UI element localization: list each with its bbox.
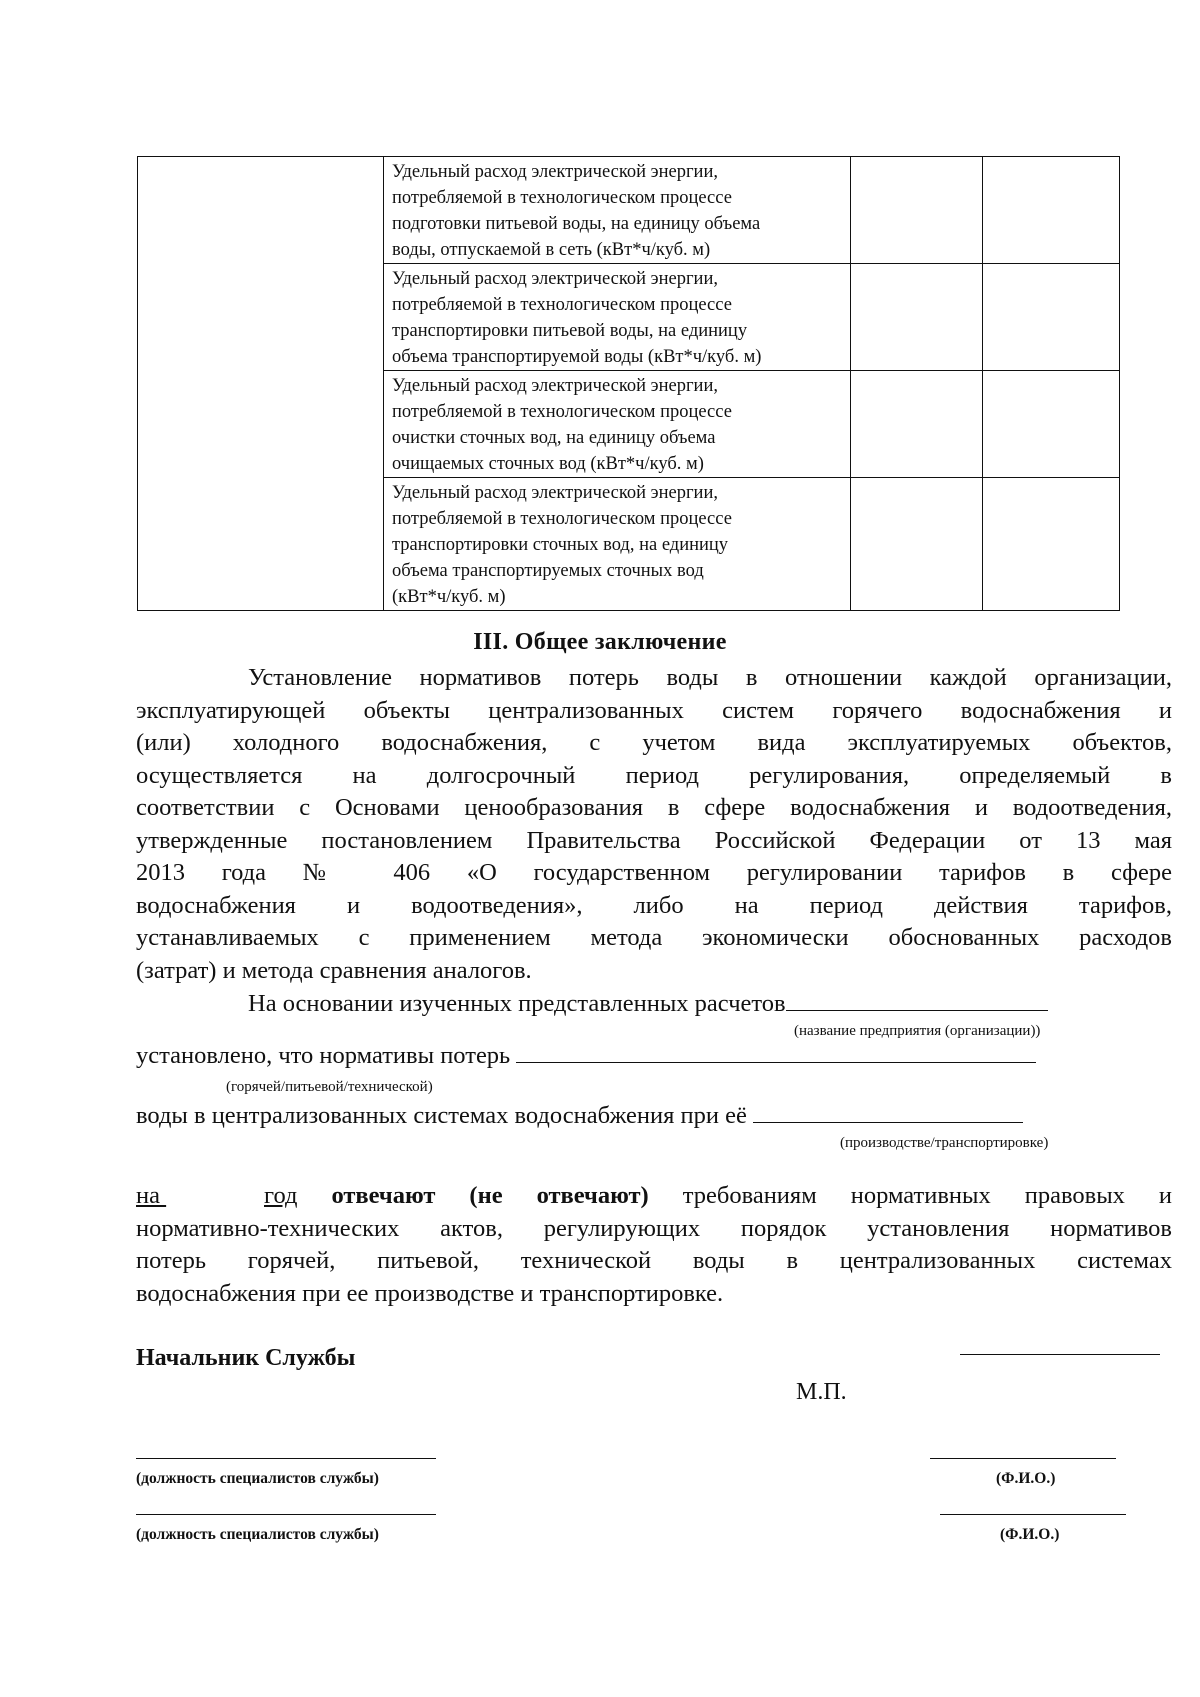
table-cell-empty <box>138 157 384 611</box>
basis-line <box>136 988 1172 1021</box>
seal-mark <box>796 1376 916 1409</box>
table-cell-indicator <box>384 264 851 371</box>
name-caption-2: (Ф.И.О.) <box>1000 1526 1060 1543</box>
table-cell-empty <box>851 157 983 264</box>
cell-line: Удельный расход электрической энергии, <box>392 483 718 503</box>
name-signature-line-2[interactable] <box>940 1514 1126 1515</box>
cell-line: Удельный расход электрической энергии, <box>392 376 718 396</box>
water-type-blank[interactable] <box>516 1042 1036 1063</box>
paragraph-line: устанавливаемых с применением метода экономически обоснованных расходов <box>136 924 1172 951</box>
established-text: установлено, что нормативы потерь <box>136 1042 511 1069</box>
table-cell-indicator <box>384 371 851 478</box>
basis-caption: (название предприятия (организации)) <box>794 1023 1041 1039</box>
chief-label: Начальник Службы <box>136 1345 356 1371</box>
position-signature-line-2[interactable] <box>136 1514 436 1515</box>
paragraph-line: (затрат) и метода сравнения аналогов. <box>136 956 532 984</box>
cell-line: очищаемых сточных вод (кВт*ч/куб. м) <box>392 454 704 474</box>
general-conclusion-paragraph <box>136 662 1172 987</box>
table-cell-indicator <box>384 157 851 264</box>
cell-line: подготовки питьевой воды, на единицу объема <box>392 214 761 234</box>
cell-line: потребляемой в технологическом процессе <box>392 295 732 315</box>
table-row <box>138 157 1120 264</box>
paragraph-line: 2013 года № 406 «О государственном регулировании тарифов в сфере <box>136 859 1172 886</box>
name-caption-1: (Ф.И.О.) <box>996 1470 1056 1487</box>
table-cell-empty <box>983 264 1120 371</box>
chief-title <box>136 1342 1172 1375</box>
cell-line: потребляемой в технологическом процессе <box>392 188 732 208</box>
paragraph-line: водоснабжения и водоотведения», либо на период действия тарифов, <box>136 891 1172 919</box>
table-cell-empty <box>851 371 983 478</box>
paragraph-line: водоснабжения при ее производстве и транспортировке. <box>136 1279 724 1307</box>
water-type-caption: (горячей/питьевой/технической) <box>226 1079 433 1095</box>
paragraph-line: нормативно-технических актов, регулирующих порядок установления нормативов <box>136 1214 1172 1242</box>
paragraph-line: Установление нормативов потерь воды в отношении каждой организации, <box>248 664 1172 691</box>
conclusion-first-rest: требованиям нормативных правовых и <box>682 1182 1172 1209</box>
cell-line: Удельный расход электрической энергии, <box>392 269 718 289</box>
paragraph-line: эксплуатирующей объекты централизованных систем горячего водоснабжения и <box>136 696 1172 724</box>
seal-label: М.П. <box>796 1379 847 1405</box>
compliance-text: отвечают (не отвечают) <box>331 1182 649 1209</box>
name-signature-line-1[interactable] <box>930 1458 1116 1459</box>
process-blank[interactable] <box>753 1102 1023 1123</box>
conclusion-paragraph <box>136 1180 1172 1310</box>
cell-line: объема транспортируемой воды (кВт*ч/куб. м) <box>392 347 762 367</box>
indicators-table <box>137 156 1120 611</box>
cell-line: потребляемой в технологическом процессе <box>392 402 732 422</box>
position-caption-2: (должность специалистов службы) <box>136 1526 379 1543</box>
cell-line: (кВт*ч/куб. м) <box>392 587 506 607</box>
table-cell-empty <box>851 264 983 371</box>
position-signature-line-1[interactable] <box>136 1458 436 1459</box>
process-caption: (производстве/транспортировке) <box>840 1135 1049 1151</box>
basis-text: На основании изученных представленных расчетов <box>248 990 786 1017</box>
cell-line: очистки сточных вод, на единицу объема <box>392 428 716 448</box>
table-cell-empty <box>851 478 983 611</box>
chief-signature-line[interactable] <box>960 1354 1160 1355</box>
year-word: год <box>264 1182 298 1209</box>
table-cell-empty <box>983 478 1120 611</box>
year-blank[interactable] <box>160 1180 264 1213</box>
table-cell-empty <box>983 157 1120 264</box>
paragraph-line: осуществляется на долгосрочный период регулирования, определяемый в <box>136 761 1172 789</box>
paragraph-line: соответствии с Основами ценообразования в сфере водоснабжения и водоотведения, <box>136 794 1172 821</box>
section-title: III. Общее заключение <box>473 629 727 655</box>
paragraph-line: (или) холодного водоснабжения, с учетом вида эксплуатируемых объектов, <box>136 729 1172 756</box>
established-line <box>136 1040 1172 1073</box>
position-caption-1: (должность специалистов службы) <box>136 1470 379 1487</box>
table-cell-indicator <box>384 478 851 611</box>
cell-line: потребляемой в технологическом процессе <box>392 509 732 529</box>
cell-line: транспортировки питьевой воды, на единицу <box>392 321 748 341</box>
cell-line: транспортировки сточных вод, на единицу <box>392 535 729 555</box>
cell-line: объема транспортируемых сточных вод <box>392 561 704 581</box>
water-line <box>136 1100 1172 1133</box>
conclusion-first-line <box>136 1180 1172 1213</box>
table-cell-empty <box>983 371 1120 478</box>
paragraph-line: утвержденные постановлением Правительства Российской Федерации от 13 мая <box>136 826 1172 854</box>
organization-name-blank[interactable] <box>786 990 1048 1011</box>
paragraph-line: потерь горячей, питьевой, технической воды в централизованных системах <box>136 1247 1172 1274</box>
cell-line: воды, отпускаемой в сеть (кВт*ч/куб. м) <box>392 240 711 260</box>
water-text: воды в централизованных системах водоснабжения при её <box>136 1102 747 1129</box>
cell-line: Удельный расход электрической энергии, <box>392 162 718 182</box>
on-word: на <box>136 1182 160 1209</box>
